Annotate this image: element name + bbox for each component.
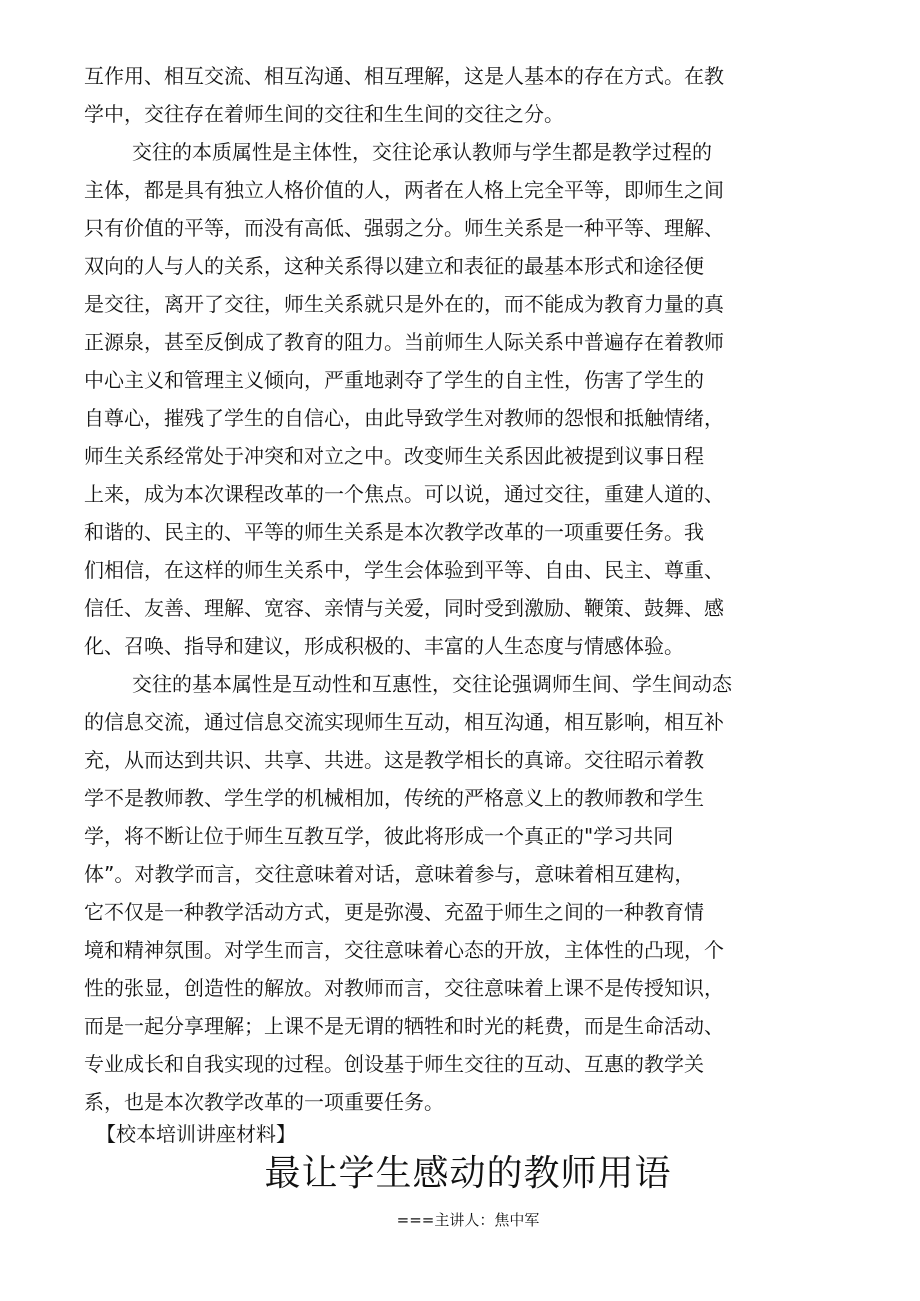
paragraph-line: 专业成长和自我实现的过程。创设基于师生交往的互动、互惠的教学关 bbox=[84, 1052, 704, 1076]
paragraph-line: 化、召唤、指导和建议，形成积极的、丰富的人生态度与情感体验。 bbox=[84, 634, 684, 658]
paragraph-line: 的信息交流，通过信息交流实现师生互动，相互沟通，相互影响，相互补 bbox=[84, 710, 724, 734]
speaker-credit: ===主讲人：焦中军 bbox=[396, 1211, 540, 1229]
paragraph-line: 中心主义和管理主义倾向，严重地剥夺了学生的自主性，伤害了学生的 bbox=[84, 368, 704, 392]
paragraph-line: 正源泉，甚至反倒成了教育的阻力。当前师生人际关系中普遍存在着教师 bbox=[84, 330, 724, 354]
paragraph-line: 它不仅是一种教学活动方式，更是弥漫、充盈于师生之间的一种教育情 bbox=[84, 900, 704, 924]
paragraph-line: 性的张显，创造性的解放。对教师而言，交往意味着上课不是传授知识， bbox=[84, 976, 724, 1000]
paragraph-line: 系，也是本次教学改革的一项重要任务。 bbox=[84, 1090, 444, 1114]
paragraph-line: 学不是教师教、学生学的机械相加，传统的严格意义上的教师教和学生 bbox=[84, 786, 704, 810]
paragraph-line: 主体，都是具有独立人格价值的人，两者在人格上完全平等，即师生之间 bbox=[84, 178, 724, 202]
paragraph-line: 是交往，离开了交往，师生关系就只是外在的，而不能成为教育力量的真 bbox=[84, 292, 724, 316]
paragraph-line: 们相信，在这样的师生关系中，学生会体验到平等、自由、民主、尊重、 bbox=[84, 558, 724, 582]
paragraph-line: 信任、友善、理解、宽容、亲情与关爱，同时受到激励、鞭策、鼓舞、感 bbox=[84, 596, 724, 620]
page-title: 最让学生感动的教师用语 bbox=[264, 1153, 672, 1194]
paragraph-line: 上来，成为本次课程改革的一个焦点。可以说，通过交往，重建人道的、 bbox=[84, 482, 724, 506]
paragraph-line: 境和精神氛围。对学生而言，交往意味着心态的开放，主体性的凸现，个 bbox=[84, 938, 724, 962]
paragraph-line: 双向的人与人的关系，这种关系得以建立和表征的最基本形式和途径便 bbox=[84, 254, 704, 278]
paragraph-line: 体”。对教学而言，交往意味着对话，意味着参与，意味着相互建构， bbox=[84, 862, 695, 886]
paragraph-line: 自尊心，摧残了学生的自信心，由此导致学生对教师的怨恨和抵触情绪， bbox=[84, 406, 724, 430]
section-label: 【校本培训讲座材料】 bbox=[96, 1122, 296, 1146]
paragraph-line: 师生关系经常处于冲突和对立之中。改变师生关系因此被提到议事日程 bbox=[84, 444, 704, 468]
paragraph-line: 只有价值的平等，而没有高低、强弱之分。师生关系是一种平等、理解、 bbox=[84, 216, 724, 240]
paragraph-line: 学中，交往存在着师生间的交往和生生间的交往之分。 bbox=[84, 102, 564, 126]
paragraph-line: 交往的基本属性是互动性和互惠性，交往论强调师生间、学生间动态 bbox=[132, 672, 732, 696]
paragraph-line: 充，从而达到共识、共享、共进。这是教学相长的真谛。交往昭示着教 bbox=[84, 748, 704, 772]
paragraph-line: 互作用、相互交流、相互沟通、相互理解，这是人基本的存在方式。在教 bbox=[84, 64, 724, 88]
paragraph-line: 而是一起分享理解；上课不是无谓的牺牲和时光的耗费，而是生命活动、 bbox=[84, 1014, 724, 1038]
paragraph-line: 学，将不断让位于师生互教互学，彼此将形成一个真正的"学习共同 bbox=[84, 824, 674, 848]
paragraph-line: 交往的本质属性是主体性，交往论承认教师与学生都是教学过程的 bbox=[132, 140, 712, 164]
paragraph-line: 和谐的、民主的、平等的师生关系是本次教学改革的一项重要任务。我 bbox=[84, 520, 704, 544]
